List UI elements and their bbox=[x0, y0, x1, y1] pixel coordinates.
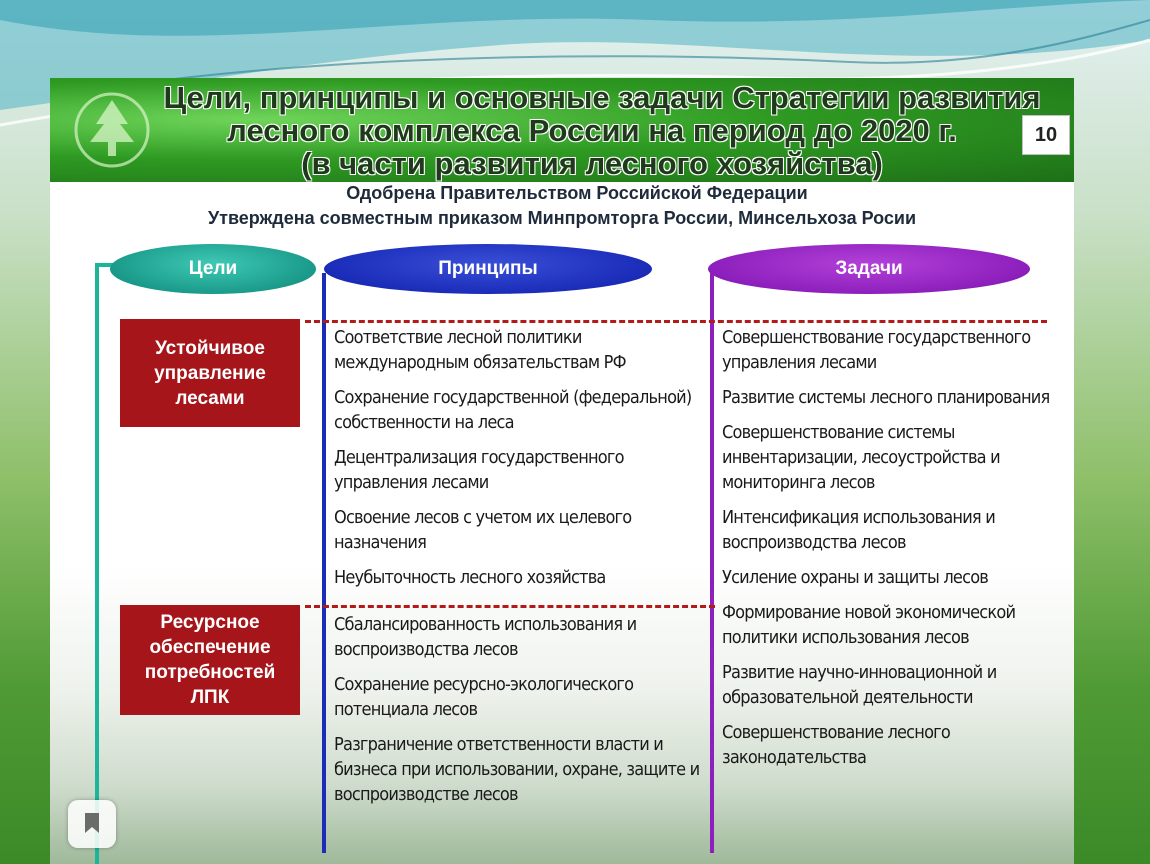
principles-header: Принципы bbox=[324, 244, 652, 294]
slide-number: 10 bbox=[1022, 115, 1070, 155]
task-item: Развитие научно-инновационной и образовательной деятельности bbox=[722, 662, 997, 708]
title-line-2: лесного комплекса России на период до 2020 г. bbox=[227, 113, 957, 148]
goal-2-line-2: обеспечение bbox=[149, 637, 271, 658]
principle-item: Сохранение ресурсно-экологического потенциала лесов bbox=[334, 674, 634, 720]
section-divider-1 bbox=[305, 320, 1047, 323]
subtitle-approved-by-order: Утверждена совместным приказом Минпромторга России, Минсельхоза Росии bbox=[207, 208, 917, 228]
task-item: Совершенствование системы инвентаризации, лесоустройства и мониторинга лесов bbox=[722, 422, 1000, 493]
task-item: Интенсификация использования и воспроизводства лесов bbox=[722, 507, 995, 553]
goals-connector-line bbox=[95, 265, 99, 864]
subtitle-approved: Одобрена Правительством Российской Федерации bbox=[346, 183, 808, 203]
principle-item: Сохранение государственной (федеральной) собственности на леса bbox=[334, 387, 692, 433]
goals-header: Цели bbox=[110, 244, 316, 294]
bookmark-button[interactable] bbox=[68, 800, 116, 848]
principles-connector-line bbox=[322, 273, 326, 853]
goal-2-line-1: Ресурсное bbox=[160, 612, 260, 633]
task-item: Совершенствование лесного законодательства bbox=[722, 722, 950, 768]
goal-1-line-2: управление bbox=[154, 362, 266, 384]
principle-item: Сбалансированность использования и воспроизводства лесов bbox=[334, 614, 637, 660]
goal-box-resource-provision bbox=[120, 605, 300, 715]
task-item: Формирование новой экономической политики использования лесов bbox=[722, 602, 1016, 648]
task-item: Совершенствование государственного управления лесами bbox=[722, 327, 1031, 373]
slide bbox=[50, 78, 1074, 864]
goal-box-sustainable-management bbox=[120, 319, 300, 427]
title-line-1: Цели, принципы и основные задачи Стратегии развития bbox=[163, 80, 1041, 115]
principle-item: Неубыточность лесного хозяйства bbox=[334, 567, 606, 588]
goal-2-line-4: ЛПК bbox=[190, 687, 230, 708]
principle-item: Разграничение ответственности власти и бизнеса при использовании, охране, защите и воспроизводстве лесов bbox=[334, 734, 700, 805]
task-item: Развитие системы лесного планирования bbox=[722, 387, 1050, 408]
goal-2-line-3: потребностей bbox=[144, 662, 276, 683]
principle-item: Децентрализация государственного управления лесами bbox=[334, 447, 624, 493]
principle-item: Освоение лесов с учетом их целевого назначения bbox=[334, 507, 632, 553]
title-banner bbox=[50, 78, 1074, 182]
goal-1-line-3: лесами bbox=[175, 387, 245, 409]
principles-list bbox=[334, 325, 714, 817]
principle-item: Соответствие лесной политики международным обязательствам РФ bbox=[334, 327, 626, 373]
bookmark-icon bbox=[84, 812, 100, 834]
goal-1-line-1: Устойчивое bbox=[155, 337, 265, 359]
tasks-header: Задачи bbox=[708, 244, 1030, 294]
title-line-3: (в части развития лесного хозяйства) bbox=[301, 146, 883, 181]
task-item: Усиление охраны и защиты лесов bbox=[722, 567, 989, 588]
tasks-list bbox=[722, 325, 1067, 780]
